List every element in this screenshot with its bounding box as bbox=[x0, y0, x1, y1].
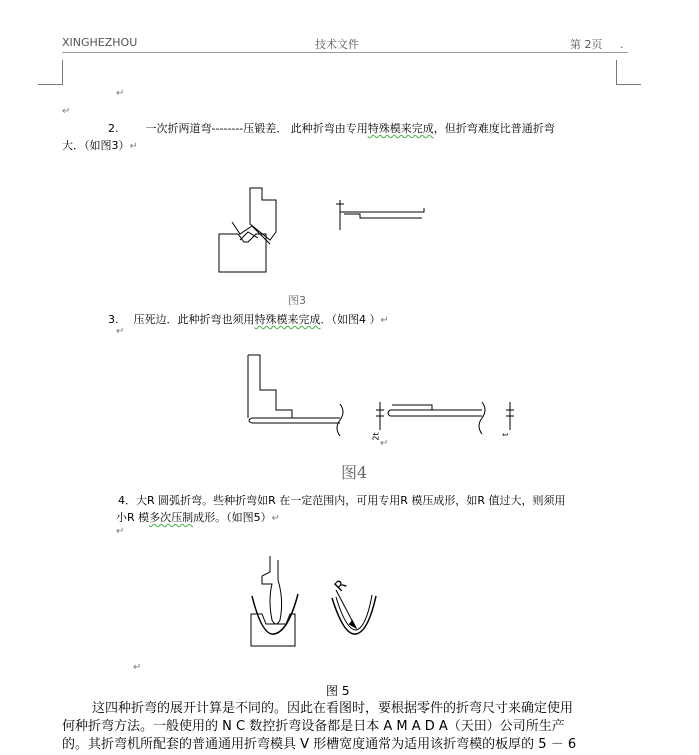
crop-mark-right bbox=[616, 60, 641, 85]
paragraph-mark: ↵ bbox=[116, 88, 125, 99]
body-line-2: 何种折弯方法。一般使用的 N C 数控折弯设备都是日本 A M A D A（天田）公司所生产 bbox=[62, 719, 565, 734]
header-right-mark: . bbox=[620, 38, 624, 51]
item-number: 3. bbox=[108, 313, 119, 326]
list-item-4 bbox=[118, 492, 638, 510]
radius-label: R bbox=[331, 576, 350, 596]
paragraph-mark: ↵ bbox=[116, 526, 125, 537]
item-number: 4． bbox=[118, 494, 136, 507]
body-line-1: 这四种折弯的展开计算是不同的。因此在看图时，要根据零件的折弯尺寸来确定使用 bbox=[92, 701, 574, 716]
item-text: 一次折两道弯--------压锻差． 此种折弯由专用 bbox=[145, 122, 368, 135]
header-left: XINGHEZHOU bbox=[62, 36, 138, 49]
paragraph-mark: ↵ bbox=[380, 315, 389, 326]
header-center: 技术文件 bbox=[315, 38, 359, 51]
spellcheck-text: 特殊模来完成 bbox=[254, 313, 321, 326]
item-text: 小R 模 bbox=[116, 511, 150, 524]
paragraph-mark: ↵ bbox=[129, 141, 138, 152]
figure-4-caption: 图4 bbox=[341, 463, 368, 482]
paragraph-mark: ↵ bbox=[116, 326, 125, 337]
dimension-label-2t: 2t bbox=[371, 432, 381, 441]
list-item-2-line2 bbox=[62, 137, 138, 156]
paragraph-mark: ↵ bbox=[133, 662, 142, 673]
item-text: 压死边．此种折弯也须用 bbox=[133, 313, 255, 326]
list-item-4-line2 bbox=[116, 509, 280, 528]
item-text: 大．（如图3） bbox=[62, 139, 130, 152]
item-number: 2. bbox=[108, 122, 119, 135]
spellcheck-text: 多次压制 bbox=[149, 511, 194, 524]
crop-mark-left bbox=[38, 60, 63, 85]
item-text: 大R 圆弧折弯。些种折弯如R 在一定范围内，可用专用R 模压成形，如R 值过大，则须用 bbox=[136, 494, 566, 507]
dimension-label-t: t bbox=[501, 432, 511, 437]
figure-3-caption: 图3 bbox=[288, 294, 306, 307]
paragraph-mark: ↵ bbox=[62, 106, 71, 117]
item-text: ．（如图4 ） bbox=[320, 313, 381, 326]
header-rule bbox=[62, 52, 628, 53]
item-text: 成形。（如图5） bbox=[193, 511, 272, 524]
spellcheck-text: 特殊模来完成 bbox=[367, 122, 434, 135]
body-line-3: 的。其折弯机所配套的普通通用折弯模具 V 形槽宽度通常为适用该折弯模的板厚的 5 － 6 bbox=[62, 737, 577, 752]
item-text: ，但折弯难度比普通折弯 bbox=[433, 122, 555, 135]
figure-5-caption: 图 5 bbox=[326, 684, 350, 698]
list-item-2 bbox=[108, 120, 628, 138]
paragraph-mark: ↵ bbox=[271, 513, 281, 524]
paragraph-mark: ↵ bbox=[380, 438, 389, 449]
list-item-3 bbox=[108, 311, 628, 330]
header-right: 第 2页 bbox=[570, 38, 603, 51]
